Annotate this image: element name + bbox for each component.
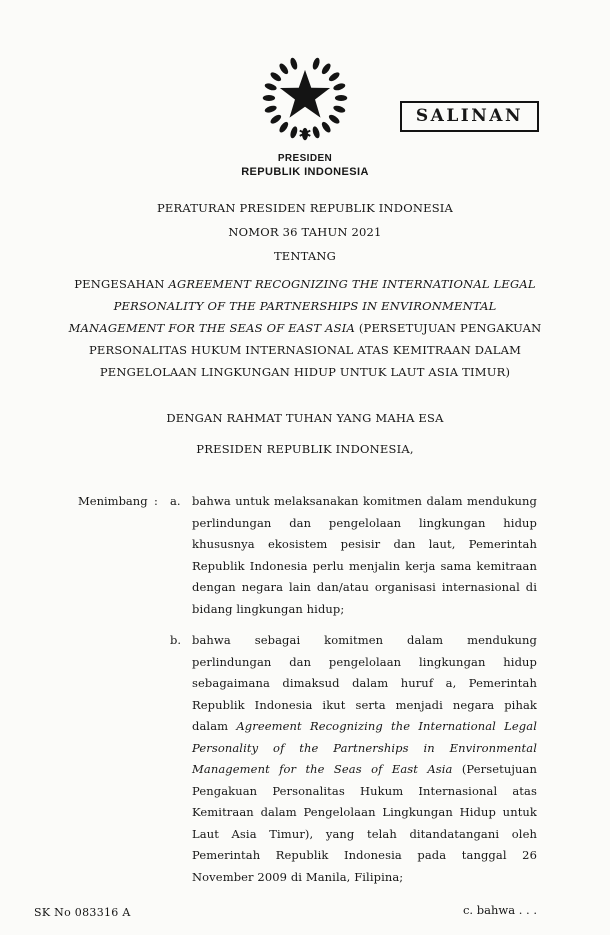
- consideration-item-b: [170, 630, 537, 888]
- letterhead-presiden: PRESIDEN: [277, 153, 333, 164]
- catchword-line: c. bahwa . . .: [462, 903, 537, 917]
- item-b-agreement-name: Agreement Recognizing the International Legal Personality of the Partnerships in Environmental Management for the Seas of East Asia: [192, 719, 537, 776]
- subject-paragraph: [64, 273, 546, 383]
- considerations-section: [0, 491, 610, 898]
- consideration-item-a: [170, 491, 537, 620]
- item-marker: b.: [170, 633, 182, 647]
- item-text: [192, 630, 537, 888]
- presidential-seal-icon: [261, 54, 349, 142]
- salinan-label: SALINAN: [415, 106, 523, 126]
- letterhead: [0, 152, 610, 179]
- subject-italic-agreement-name: AGREEMENT RECOGNIZING THE INTERNATIONAL LEGAL PERSONALITY OF THE PARTNERSHIPS IN ENVIRONMENTAL MANAGEMENT FOR THE SEAS OF EAST ASIA: [68, 277, 536, 335]
- title-line-nomor: NOMOR 36 TAHUN 2021: [228, 225, 382, 239]
- letterhead-republik: REPUBLIK INDONESIA: [241, 166, 369, 178]
- invocation-line: DENGAN RAHMAT TUHAN YANG MAHA ESA: [166, 411, 444, 425]
- title-line-peraturan: PERATURAN PRESIDEN REPUBLIK INDONESIA: [156, 201, 454, 215]
- authority-line: PRESIDEN REPUBLIK INDONESIA,: [196, 442, 414, 456]
- subject-prefix: PENGESAHAN: [74, 277, 169, 291]
- title-line-tentang: TENTANG: [273, 249, 337, 263]
- item-b-part1: bahwa sebagai komitmen dalam mendukung perlindungan dan pengelolaan lingkungan hidup sebagaimana dimaksud dalam huruf a, Pemerintah Republik Indonesia ikut serta menjadi negara pihak dalam: [192, 633, 537, 733]
- regulation-title: [0, 201, 610, 457]
- item-marker: a.: [170, 494, 181, 508]
- footer-reference: SK No 083316 A: [34, 906, 131, 919]
- item-text: bahwa untuk melaksanakan komitmen dalam mendukung perlindungan dan pengelolaan lingkungan hidup khususnya ekosistem pesisir dan laut, Pemerintah Republik Indonesia perlu menjalin kerja sama kemitraan dengan negara lain dan/atau organisasi internasional di bidang lingkungan hidup;: [192, 494, 537, 616]
- considerations-label: Menimbang: [78, 494, 148, 508]
- considerations-colon: :: [154, 494, 158, 508]
- item-b-part2: (Persetujuan Pengakuan Personalitas Hukum Internasional atas Kemitraan dalam Pengelolaan Lingkungan Hidup untuk Laut Asia Timur), yang telah ditandatangani oleh Pemerintah Republik Indonesia pada tanggal 26 November 2009 di Manila, Filipina;: [192, 762, 538, 884]
- considerations-items: [170, 491, 537, 898]
- salinan-stamp: [400, 101, 539, 132]
- subject-suffix: (PERSETUJUAN PENGAKUAN PERSONALITAS HUKUM INTERNASIONAL ATAS KEMITRAAN DALAM PENGELOLAAN LINGKUNGAN HIDUP UNTUK LAUT ASIA TIMUR): [88, 321, 542, 379]
